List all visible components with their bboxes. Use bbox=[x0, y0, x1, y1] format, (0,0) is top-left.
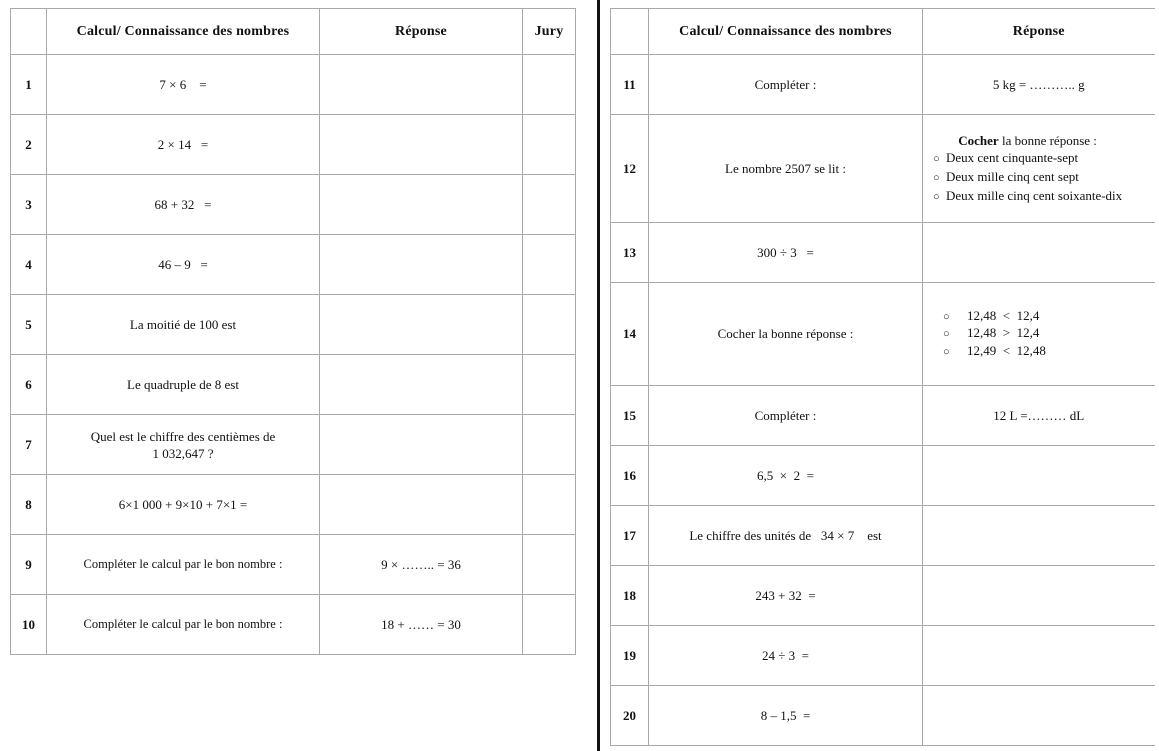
question-cell: 7 × 6 = bbox=[47, 55, 320, 115]
table-row bbox=[611, 55, 1155, 115]
answer-cell[interactable] bbox=[320, 355, 523, 415]
question-cell: 300 ÷ 3 = bbox=[649, 223, 923, 283]
header-num bbox=[11, 9, 47, 55]
jury-cell[interactable] bbox=[523, 595, 576, 655]
question-text bbox=[91, 428, 276, 462]
table-row bbox=[611, 506, 1155, 566]
answer-cell[interactable] bbox=[320, 235, 523, 295]
answer-cell[interactable] bbox=[320, 415, 523, 475]
row-number: 3 bbox=[11, 175, 47, 235]
comparison-choices bbox=[943, 308, 1046, 361]
table-row bbox=[611, 223, 1155, 283]
header-answer: Réponse bbox=[320, 9, 523, 55]
answer-cell[interactable] bbox=[923, 446, 1155, 506]
question-cell: Compléter : bbox=[649, 55, 923, 115]
multiple-choice bbox=[933, 132, 1122, 206]
table-row bbox=[11, 175, 576, 235]
table-row bbox=[611, 686, 1155, 746]
table-row bbox=[11, 115, 576, 175]
table-row bbox=[11, 415, 576, 475]
qcm-option[interactable]: ○ Deux cent cinquante-sept bbox=[933, 149, 1122, 168]
answer-cell[interactable] bbox=[320, 115, 523, 175]
row-number: 19 bbox=[611, 626, 649, 686]
table-row bbox=[611, 446, 1155, 506]
table-row bbox=[611, 626, 1155, 686]
radio-circle-icon[interactable]: ○ bbox=[933, 190, 940, 203]
answer-cell bbox=[923, 283, 1155, 386]
table-row bbox=[611, 283, 1155, 386]
answer-cell[interactable] bbox=[923, 626, 1155, 686]
right-worksheet bbox=[610, 8, 1155, 746]
table-row bbox=[11, 295, 576, 355]
answer-cell[interactable] bbox=[923, 223, 1155, 283]
jury-cell[interactable] bbox=[523, 295, 576, 355]
row-number: 11 bbox=[611, 55, 649, 115]
question-cell: Compléter le calcul par le bon nombre : bbox=[47, 535, 320, 595]
header-jury: Jury bbox=[523, 9, 576, 55]
qcm-option[interactable]: ○ Deux mille cinq cent sept bbox=[933, 168, 1122, 187]
table-row bbox=[611, 115, 1155, 223]
row-number: 17 bbox=[611, 506, 649, 566]
table-row bbox=[611, 566, 1155, 626]
answer-cell[interactable] bbox=[923, 686, 1155, 746]
row-number: 12 bbox=[611, 115, 649, 223]
question-line-1: Quel est le chiffre des centièmes de bbox=[90, 428, 276, 444]
radio-circle-icon[interactable]: ○ bbox=[943, 345, 950, 358]
header-answer: Réponse bbox=[923, 9, 1155, 55]
jury-cell[interactable] bbox=[523, 55, 576, 115]
question-cell: 8 – 1,5 = bbox=[649, 686, 923, 746]
radio-circle-icon[interactable]: ○ bbox=[933, 152, 940, 165]
answer-cell[interactable] bbox=[923, 506, 1155, 566]
comparison-option[interactable]: ○ 12,49 < 12,48 bbox=[943, 343, 1046, 361]
question-cell: 24 ÷ 3 = bbox=[649, 626, 923, 686]
radio-circle-icon[interactable]: ○ bbox=[933, 171, 940, 184]
row-number: 15 bbox=[611, 386, 649, 446]
header-question: Calcul/ Connaissance des nombres bbox=[649, 9, 923, 55]
answer-cell[interactable] bbox=[320, 175, 523, 235]
question-cell: 6×1 000 + 9×10 + 7×1 = bbox=[47, 475, 320, 535]
row-number: 9 bbox=[11, 535, 47, 595]
qcm-option[interactable]: ○ Deux mille cinq cent soixante-dix bbox=[933, 187, 1122, 206]
page-divider bbox=[597, 0, 600, 751]
jury-cell[interactable] bbox=[523, 355, 576, 415]
left-table bbox=[10, 8, 576, 655]
table-row bbox=[11, 595, 576, 655]
row-number: 20 bbox=[611, 686, 649, 746]
question-cell: 68 + 32 = bbox=[47, 175, 320, 235]
comparison-option[interactable]: ○ 12,48 < 12,4 bbox=[943, 308, 1046, 326]
radio-circle-icon[interactable]: ○ bbox=[943, 310, 950, 323]
comparison-option[interactable]: ○ 12,48 > 12,4 bbox=[943, 325, 1046, 343]
answer-cell[interactable] bbox=[320, 295, 523, 355]
answer-cell[interactable] bbox=[320, 475, 523, 535]
question-cell: La moitié de 100 est bbox=[47, 295, 320, 355]
table-row bbox=[11, 475, 576, 535]
row-number: 14 bbox=[611, 283, 649, 386]
question-cell: 2 × 14 = bbox=[47, 115, 320, 175]
question-cell: 46 – 9 = bbox=[47, 235, 320, 295]
question-cell: 6,5 × 2 = bbox=[649, 446, 923, 506]
row-number: 10 bbox=[11, 595, 47, 655]
table-row bbox=[11, 235, 576, 295]
header-row bbox=[11, 9, 576, 55]
answer-cell[interactable]: 18 + …… = 30 bbox=[320, 595, 523, 655]
left-worksheet bbox=[10, 8, 576, 655]
question-cell: Compléter : bbox=[649, 386, 923, 446]
jury-cell[interactable] bbox=[523, 535, 576, 595]
row-number: 13 bbox=[611, 223, 649, 283]
answer-cell[interactable]: 9 × …….. = 36 bbox=[320, 535, 523, 595]
row-number: 4 bbox=[11, 235, 47, 295]
row-number: 2 bbox=[11, 115, 47, 175]
header-question: Calcul/ Connaissance des nombres bbox=[47, 9, 320, 55]
answer-cell[interactable] bbox=[320, 55, 523, 115]
row-number: 7 bbox=[11, 415, 47, 475]
right-table bbox=[610, 8, 1155, 746]
question-cell: Compléter le calcul par le bon nombre : bbox=[47, 595, 320, 655]
table-row bbox=[11, 355, 576, 415]
header-row bbox=[611, 9, 1155, 55]
jury-cell[interactable] bbox=[523, 115, 576, 175]
row-number: 8 bbox=[11, 475, 47, 535]
jury-cell[interactable] bbox=[523, 235, 576, 295]
answer-cell[interactable]: 12 L =……… dL bbox=[923, 386, 1155, 446]
jury-cell[interactable] bbox=[523, 415, 576, 475]
question-cell: Le quadruple de 8 est bbox=[47, 355, 320, 415]
radio-circle-icon[interactable]: ○ bbox=[943, 328, 950, 341]
question-cell: Le chiffre des unités de 34 × 7 est bbox=[649, 506, 923, 566]
question-cell: Le nombre 2507 se lit : bbox=[649, 115, 923, 223]
table-row bbox=[611, 386, 1155, 446]
table-row bbox=[11, 55, 576, 115]
jury-cell[interactable] bbox=[523, 475, 576, 535]
question-cell: 243 + 32 = bbox=[649, 566, 923, 626]
question-line-2: 1 032,647 ? bbox=[152, 445, 214, 461]
qcm-title: Cocher la bonne réponse : bbox=[958, 132, 1097, 148]
row-number: 16 bbox=[611, 446, 649, 506]
row-number: 1 bbox=[11, 55, 47, 115]
header-num bbox=[611, 9, 649, 55]
answer-cell bbox=[923, 115, 1155, 223]
question-cell bbox=[47, 415, 320, 475]
table-row bbox=[11, 535, 576, 595]
answer-cell[interactable]: 5 kg = ……….. g bbox=[923, 55, 1155, 115]
row-number: 18 bbox=[611, 566, 649, 626]
answer-cell[interactable] bbox=[923, 566, 1155, 626]
row-number: 6 bbox=[11, 355, 47, 415]
row-number: 5 bbox=[11, 295, 47, 355]
question-cell: Cocher la bonne réponse : bbox=[649, 283, 923, 386]
jury-cell[interactable] bbox=[523, 175, 576, 235]
